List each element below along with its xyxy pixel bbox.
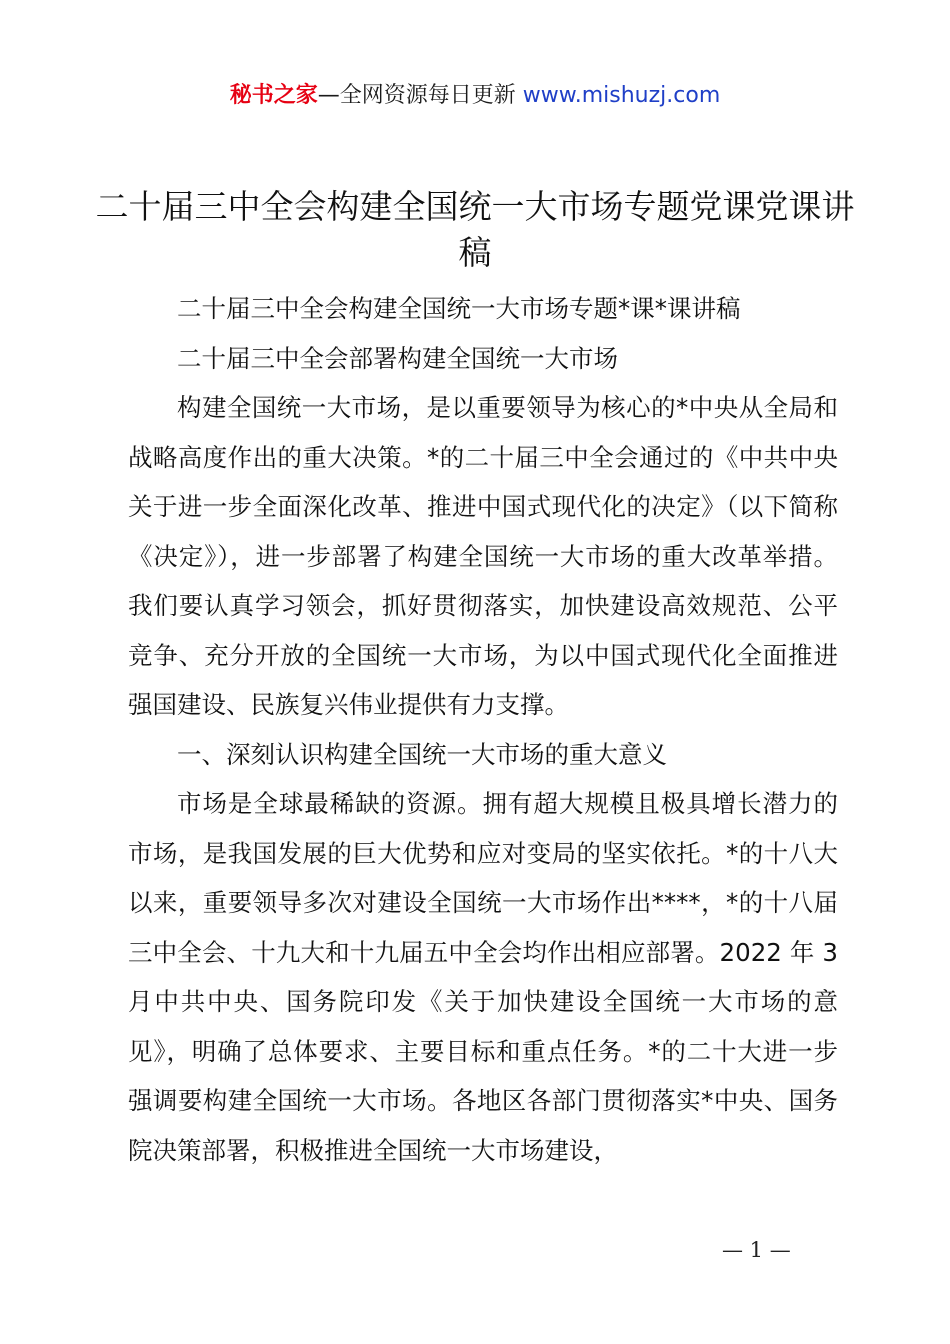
subtitle-paragraph: 二十届三中全会构建全国统一大市场专题*课*课讲稿 [177,294,741,323]
site-header [0,80,950,112]
header-tagline: —全网资源每日更新 [317,83,523,108]
section-heading: 二十届三中全会部署构建全国统一大市场 [177,343,618,373]
site-url-link[interactable]: www.mishuzj.com [522,83,721,108]
body-paragraph: 市场是全球最稀缺的资源。拥有超大规模且极具增长潜力的市场，是我国发展的巨大优势和应对变局的坚实依托。*的十八大以来，重要领导多次对建设全国统一大市场作出****，*的十八届三中全会、十九大和十九届五中全会均作出相应部署。2022 年 3 月中共中央、国务院印发《关于加快建设全国统一大市场的意见》，明确了总体要求、主要目标和重点任务。*的二十大进一步强调要构建全国统一大市场。各地区各部门贯彻落实*中央、国务院决策部署，积极推进全国统一大市场建设， [128,789,838,1165]
section-heading: 一、深刻认识构建全国统一大市场的重大意义 [177,739,667,769]
page-number: — 1 — [722,1238,791,1262]
brand-name: 秘书之家 [229,83,318,108]
document-title: 二十届三中全会构建全国统一大市场专题党课党课讲稿 [95,187,855,272]
document-body [128,284,838,1175]
body-paragraph: 构建全国统一大市场，是以重要领导为核心的*中央从全局和战略高度作出的重大决策。*的二十届三中全会通过的《中共中央关于进一步全面深化改革、推进中国式现代化的决定》（以下简称《决定》），进一步部署了构建全国统一大市场的重大改革举措。我们要认真学习领会，抓好贯彻落实，加快建设高效规范、公平竞争、充分开放的全国统一大市场，为以中国式现代化全面推进强国建设、民族复兴伟业提供有力支撑。 [128,393,838,719]
